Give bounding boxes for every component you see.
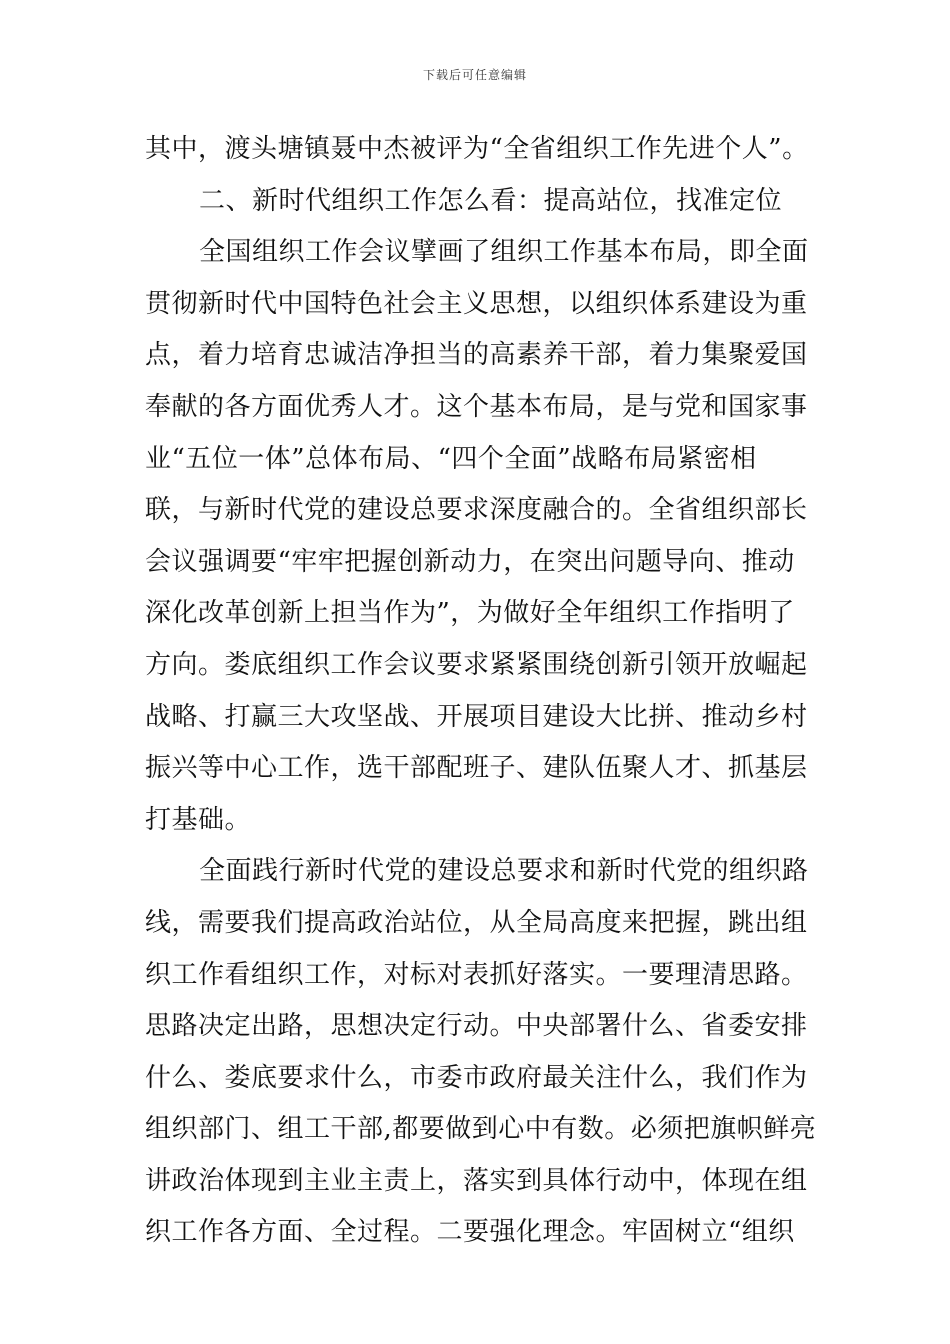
text-line: 点，着力培育忠诚洁净担当的高素养干部，着力集聚爱国 xyxy=(145,340,808,371)
text-line: 什么、娄底要求什么，市委市政府最关注什么，我们作为 xyxy=(145,1062,808,1093)
text-line: 会议强调要“牢牢把握创新动力，在突出问题导向、推动 xyxy=(145,546,795,577)
text-line: 织工作看组织工作，对标对表抓好落实。一要理清思路。 xyxy=(145,959,808,990)
text-line: 业“五位一体”总体布局、“四个全面”战略布局紧密相 xyxy=(145,443,757,474)
page-header-note: 下载后可任意编辑 xyxy=(422,68,527,82)
text-line: 打基础。 xyxy=(145,804,252,835)
text-line: 振兴等中心工作，选干部配班子、建队伍聚人才、抓基层 xyxy=(145,753,808,784)
text-line: 深化改革创新上担当作为”，为做好全年组织工作指明了 xyxy=(145,598,795,629)
text-line: 织工作各方面、全过程。二要强化理念。牢固树立“组织 xyxy=(145,1217,795,1248)
text-line: 全面践行新时代党的建设总要求和新时代党的组织路 xyxy=(199,856,809,887)
text-line: 二、新时代组织工作怎么看：提高站位，找准定位 xyxy=(199,185,783,216)
text-line: 讲政治体现到主业主责上，落实到具体行动中，体现在组 xyxy=(145,1165,808,1196)
text-line: 方向。娄底组织工作会议要求紧紧围绕创新引领开放崛起 xyxy=(145,649,808,680)
text-line: 全国组织工作会议擘画了组织工作基本布局，即全面 xyxy=(199,237,809,268)
text-line: 联，与新时代党的建设总要求深度融合的。全省组织部长 xyxy=(145,495,808,526)
document-body xyxy=(145,124,817,1259)
text-line: 奉献的各方面优秀人才。这个基本布局，是与党和国家事 xyxy=(145,391,808,422)
text-line: 线，需要我们提高政治站位，从全局高度来把握，跳出组 xyxy=(145,907,808,938)
text-line: 思路决定出路，思想决定行动。中央部署什么、省委安排 xyxy=(145,1011,808,1042)
text-line: 其中，渡头塘镇聂中杰被评为“全省组织工作先进个人”。 xyxy=(145,134,809,164)
text-line: 贯彻新时代中国特色社会主义思想，以组织体系建设为重 xyxy=(145,288,808,319)
text-line: 战略、打赢三大攻坚战、开展项目建设大比拼、推动乡村 xyxy=(145,701,808,732)
text-line: 组织部门、组工干部,都要做到心中有数。必须把旗帜鲜亮 xyxy=(145,1114,817,1145)
